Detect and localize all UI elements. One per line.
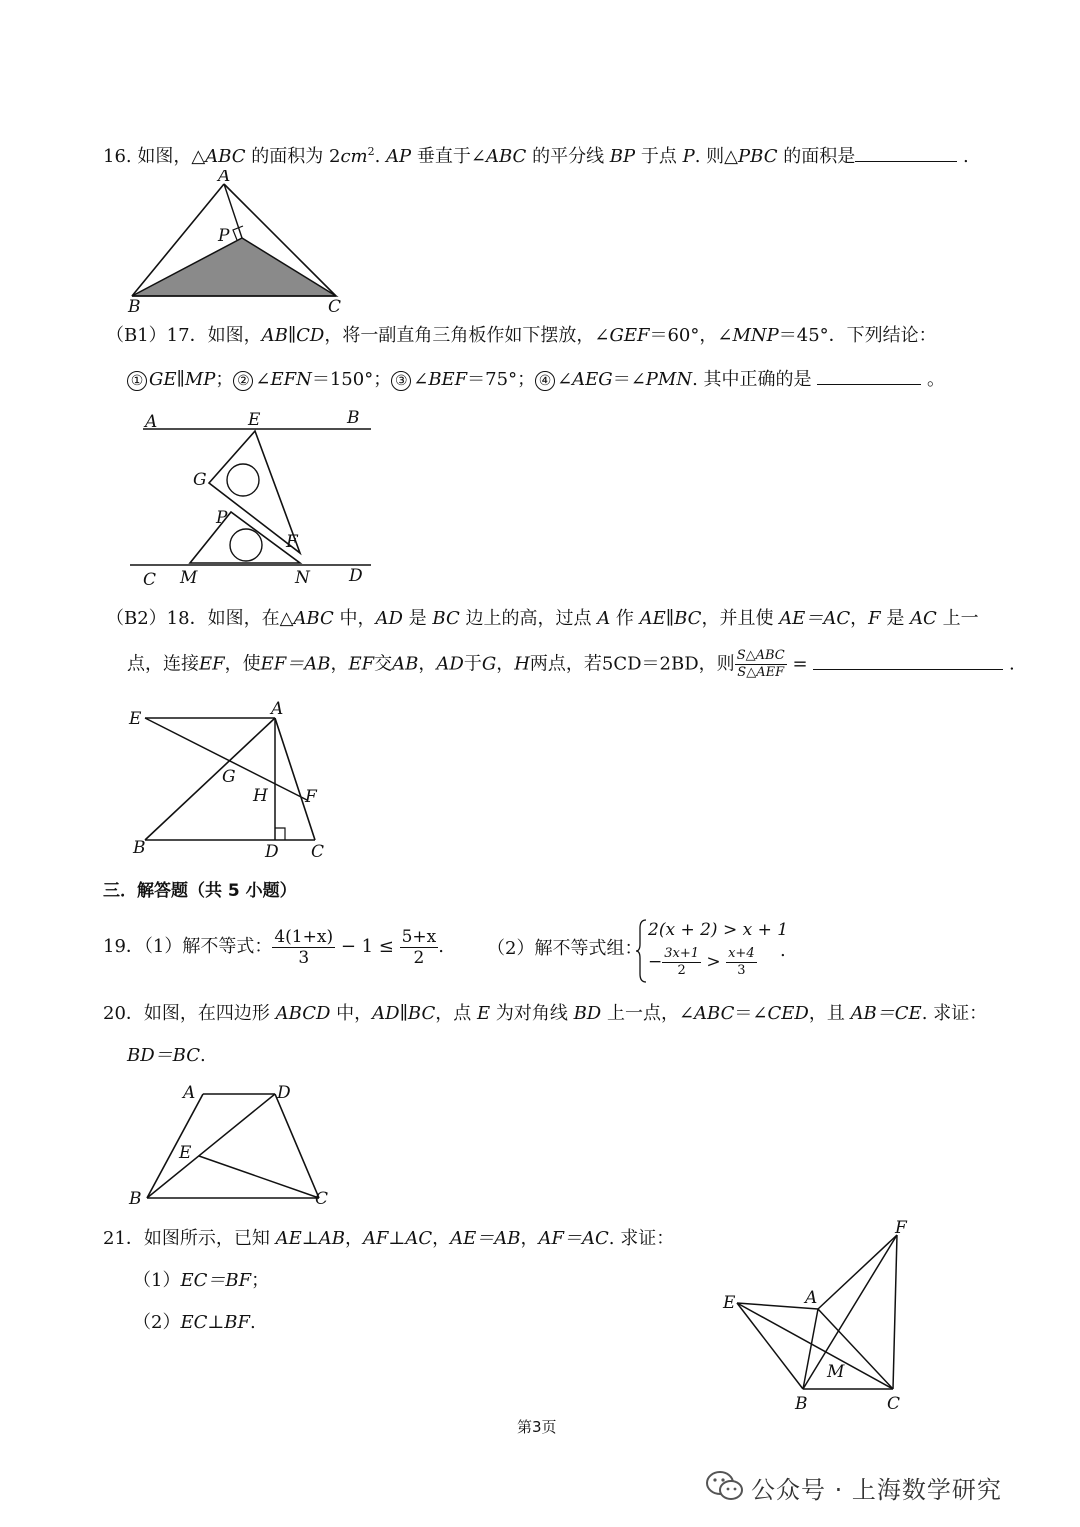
q17-label-D: D [349, 566, 363, 586]
q17-label-P: P [216, 508, 228, 528]
q17-label-G: G [193, 470, 207, 490]
q16-label-C: C [328, 297, 342, 315]
q21-part2: （2）EC⊥BF. [133, 1312, 256, 1333]
q18-ratio-fraction: $\frac{\text{S△ABC}}{\text{S△AEF}}$ [736, 648, 785, 680]
q17-label-E: E [248, 410, 261, 430]
q17-label-M: M [180, 568, 198, 588]
q18-answer-blank[interactable] [813, 651, 1003, 670]
q20-line2: BD＝BC. [127, 1045, 206, 1066]
q20-figure [125, 1080, 345, 1210]
watermark-text: 公众号 · 上海数学研究 [751, 1476, 1002, 1504]
q16-label-B: B [128, 297, 141, 315]
q21-part1: （1）EC＝BF； [133, 1270, 270, 1291]
q19-brace-icon [636, 918, 648, 984]
q18-line2: 点，连接EF，使EF＝AB，EF交AB，AD于G，H两点，若5CD＝2BD，则 $\frac{\text{S△ABC}}{\text{S△AEF}}$ = . [127, 648, 1015, 680]
q17-triangle-mnp [190, 512, 300, 563]
q19-part2-end: . [780, 940, 786, 961]
q20-label-E: E [179, 1143, 192, 1163]
q17-label-A: A [145, 412, 158, 432]
q18-label-C: C [311, 842, 325, 862]
wechat-icon [705, 1468, 745, 1504]
q20-label-A: A [183, 1083, 196, 1103]
q20-label-D: D [277, 1083, 291, 1103]
q17-label-B: B [347, 408, 360, 428]
q21-label-B: B [795, 1394, 808, 1414]
section-heading: 三．解答题（共 5 小题） [103, 881, 297, 901]
q18-label-F: F [305, 787, 317, 807]
q18-figure [125, 700, 345, 865]
q17-label-F: F [286, 532, 298, 552]
q19-part2-label: （2）解不等式组： [487, 938, 643, 959]
q17-figure [125, 405, 385, 590]
q16-answer-blank[interactable] [855, 143, 957, 162]
q18-label-A: A [271, 700, 284, 719]
q21-line1: 21．如图所示，已知 AE⊥AB，AF⊥AC，AE＝AB，AF＝AC. 求证： [103, 1228, 675, 1249]
q16-label-A: A [218, 170, 231, 186]
q16-shaded-triangle-pbc [132, 238, 336, 296]
q19-system [636, 918, 796, 988]
q16-label-P: P [218, 226, 230, 246]
q19-part1: 19．（1）解不等式： $\frac{4(1+x)}{3}$ − 1 ≤ $\frac{5+x}{2}$ . [103, 926, 444, 968]
q21-label-A: A [805, 1288, 818, 1308]
q21-label-M: M [827, 1362, 845, 1382]
q21-figure [715, 1215, 925, 1415]
q18-label-D: D [265, 842, 279, 862]
q18-label-H: H [253, 786, 268, 806]
page-number: 第3页 [517, 1418, 557, 1436]
q17-label-N: N [295, 568, 310, 588]
q20-line1: 20．如图，在四边形 ABCD 中，AD∥BC，点 E 为对角线 BD 上一点，∠ABC＝∠CED，且 AB＝CE. 求证： [103, 1003, 988, 1024]
q16-figure [120, 170, 360, 315]
q20-label-C: C [315, 1189, 329, 1209]
q21-label-E: E [723, 1293, 736, 1313]
q18-line1: （B2）18．如图，在△ABC 中，AD 是 BC 边上的高，过点 A 作 AE∥BC，并且使 AE＝AC，F 是 AC 上一 [106, 608, 979, 629]
q18-label-B: B [133, 838, 146, 858]
q21-label-C: C [887, 1394, 901, 1414]
q18-label-G: G [222, 767, 236, 787]
q19-system-line2: − $\frac{3x+1}{2}$ > $\frac{x+4}{3}$ [648, 946, 755, 978]
q17-label-C: C [143, 570, 157, 590]
q19-system-line1: 2(x + 2) > x + 1 [648, 920, 789, 940]
q17-answer-blank[interactable] [817, 366, 921, 385]
q16-text: 16. 如图，△ABC 的面积为 $2cm^2$. AP 垂直于∠ABC 的平分线 BP 于点 P. 则△PBC 的面积是 . [103, 145, 969, 167]
q18-label-E: E [129, 709, 142, 729]
q20-label-B: B [129, 1189, 142, 1209]
watermark [705, 1466, 1075, 1510]
q17-line1: （B1）17．如图，AB∥CD，将一副直角三角板作如下摆放，∠GEF＝60°，∠MNP＝45°．下列结论： [106, 325, 937, 346]
q21-label-F: F [895, 1218, 907, 1238]
q17-line2: ① GE∥MP； ② ∠EFN＝150°； ③ ∠BEF＝75°； ④ ∠AEG＝∠PMN. 其中正确的是 。 [127, 366, 945, 393]
